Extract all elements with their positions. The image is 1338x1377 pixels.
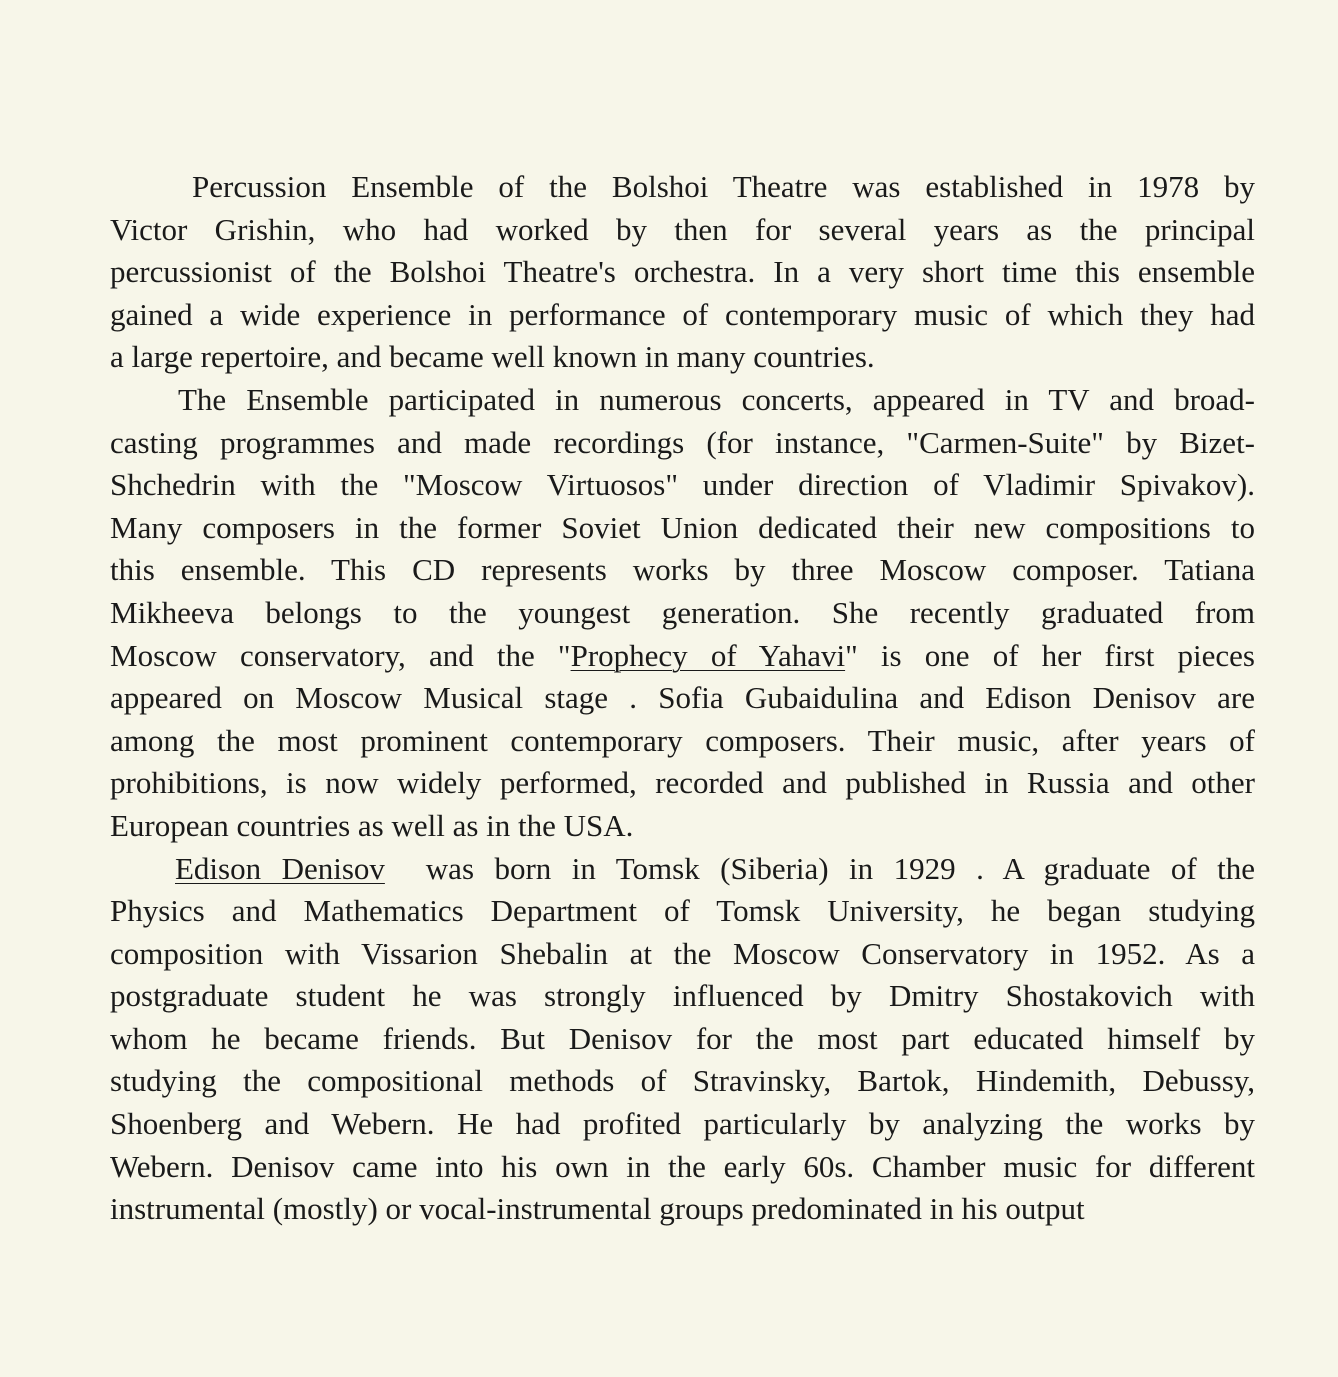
text-line: Victor Grishin, who had worked by then for several years as the principal — [110, 211, 1255, 247]
text-line: studying the compositional methods of Stravinsky, Bartok, Hindemith, Debussy, — [110, 1063, 1255, 1099]
text-line: postgraduate student he was strongly influenced by Dmitry Shostakovich with — [110, 978, 1255, 1014]
text-line: Percussion Ensemble of the Bolshoi Theatre was established in 1978 by — [192, 169, 1255, 204]
paragraph-denisov-bio — [110, 848, 1255, 1231]
text-line: this ensemble. This CD represents works by three Moscow composer. Tatiana — [110, 552, 1255, 588]
text-line-denisov-heading — [110, 848, 1255, 891]
text-line: Mikheeva belongs to the youngest generation. She recently graduated from — [110, 594, 1255, 630]
text-line: composition with Vissarion Shebalin at the Moscow Conservatory in 1952. As a — [110, 935, 1255, 971]
text-line: Webern. Denisov came into his own in the early 60s. Chamber music for different — [110, 1148, 1255, 1184]
text-segment: was born in Tomsk (Siberia) in 1929 . A graduate of the — [425, 850, 1255, 886]
text-line: Shoenberg and Webern. He had profited particularly by analyzing the works by — [110, 1106, 1255, 1142]
text-segment: " is one of her first pieces — [845, 637, 1255, 673]
composer-name-edison-denisov: Edison Denisov — [175, 850, 385, 886]
text-line: The Ensemble participated in numerous concerts, appeared in TV and broad- — [178, 381, 1255, 417]
paragraph-ensemble-intro — [110, 166, 1255, 379]
text-line: among the most prominent contemporary composers. Their music, after years of — [110, 722, 1255, 758]
text-line: appeared on Moscow Musical stage . Sofia Gubaidulina and Edison Denisov are — [110, 680, 1255, 716]
text-line: Physics and Mathematics Department of Tomsk University, he began studying — [110, 893, 1255, 929]
text-line: percussionist of the Bolshoi Theatre's orchestra. In a very short time this ensemble — [110, 254, 1255, 290]
text-line: Many composers in the former Soviet Union dedicated their new compositions to — [110, 509, 1255, 545]
text-line: European countries as well as in the USA. — [110, 807, 634, 843]
text-line: whom he became friends. But Denisov for the most part educated himself by — [110, 1020, 1255, 1056]
text-line: prohibitions, is now widely performed, recorded and published in Russia and other — [110, 765, 1255, 801]
text-line: gained a wide experience in performance of contemporary music of which they had — [110, 296, 1255, 332]
text-segment: Moscow conservatory, and the " — [110, 637, 571, 673]
paragraph-ensemble-activities — [110, 379, 1255, 848]
text-line: instrumental (mostly) or vocal-instrumental groups predominated in his output — [110, 1191, 1085, 1227]
text-line: Shchedrin with the "Moscow Virtuosos" under direction of Vladimir Spivakov). — [110, 467, 1255, 503]
text-line-prophecy — [110, 635, 1255, 678]
text-line: a large repertoire, and became well known in many countries. — [110, 339, 875, 375]
text-line: casting programmes and made recordings (for instance, "Carmen-Suite" by Bizet- — [110, 424, 1255, 460]
document-page — [110, 166, 1255, 1231]
work-title-prophecy-of-yahavi: Prophecy of Yahavi — [570, 637, 846, 673]
